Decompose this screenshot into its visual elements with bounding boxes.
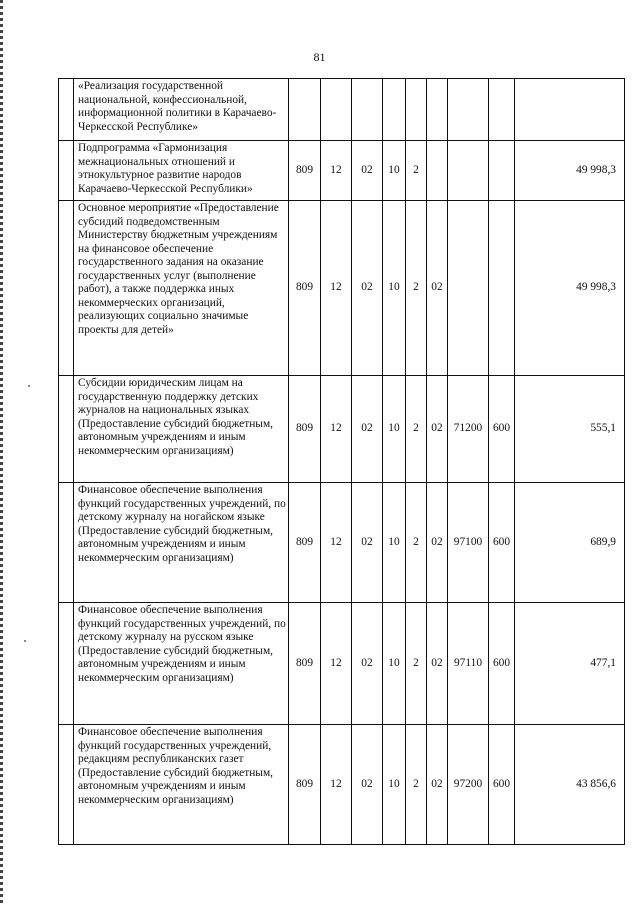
expense-type-cell: 600: [489, 603, 515, 725]
amount-cell: 477,1: [515, 603, 625, 725]
section-code-cell: 12: [321, 483, 352, 603]
subsection-code-cell: [352, 79, 383, 141]
amount-cell: 49 998,3: [515, 141, 625, 201]
table-row: [59, 201, 625, 376]
table-row: [59, 79, 625, 141]
table-row: [59, 141, 625, 201]
ved-code-cell: 809: [289, 603, 321, 725]
section-code-cell: 12: [321, 376, 352, 483]
row-name-cell: Финансовое обеспечение выполнения функций государственных учреждений, по детскому журналу на ногайском языке (Предоставление субсидий бюджетным, автономным учреждениям и иным некоммерческим организациям): [74, 483, 289, 603]
program-code-cell: [383, 79, 406, 141]
event-code-cell: [427, 141, 448, 201]
direction-code-cell: [448, 79, 489, 141]
amount-cell: 689,9: [515, 483, 625, 603]
row-name-cell: Основное мероприятие «Предоставление субсидий подведомственным Министерству бюджетным учреждениям на финансовое обеспечение государственного задания на оказание государственных услуг (выполнение работ), а также поддержка иных некоммерческих организаций, реализующих социально значимые проекты для детей»: [74, 201, 289, 376]
index-cell: [59, 376, 74, 483]
expense-type-cell: 600: [489, 725, 515, 845]
index-cell: [59, 141, 74, 201]
section-code-cell: 12: [321, 201, 352, 376]
ved-code-cell: 809: [289, 725, 321, 845]
row-name-cell: Субсидии юридическим лицам на государственную поддержку детских журналов на национальных языках (Предоставление субсидий бюджетным, автономным учреждениям и иным некоммерческим организациям): [74, 376, 289, 483]
expense-type-cell: 600: [489, 483, 515, 603]
row-name-cell: Финансовое обеспечение выполнения функций государственных учреждений, по детскому журналу на русском языке (Предоставление субсидий бюджетным, автономным учреждениям и иным некоммерческим организациям): [74, 603, 289, 725]
subprogram-code-cell: [406, 79, 427, 141]
ved-code-cell: 809: [289, 141, 321, 201]
ved-code-cell: 809: [289, 483, 321, 603]
event-code-cell: 02: [427, 201, 448, 376]
program-code-cell: 10: [383, 141, 406, 201]
table-row: [59, 603, 625, 725]
index-cell: [59, 603, 74, 725]
ved-code-cell: [289, 79, 321, 141]
index-cell: [59, 79, 74, 141]
table-row: [59, 483, 625, 603]
subsection-code-cell: 02: [352, 725, 383, 845]
budget-table: [58, 78, 625, 845]
expense-type-cell: 600: [489, 376, 515, 483]
index-cell: [59, 201, 74, 376]
subsection-code-cell: 02: [352, 201, 383, 376]
scan-left-edge: [0, 0, 3, 905]
expense-type-cell: [489, 141, 515, 201]
scan-speck: [24, 640, 26, 642]
row-name-cell: «Реализация государственной национальной, конфессиональной, информационной политики в Карачаево-Черкесской Республике»: [74, 79, 289, 141]
section-code-cell: 12: [321, 141, 352, 201]
event-code-cell: 02: [427, 725, 448, 845]
subprogram-code-cell: 2: [406, 201, 427, 376]
event-code-cell: 02: [427, 376, 448, 483]
program-code-cell: 10: [383, 376, 406, 483]
subsection-code-cell: 02: [352, 483, 383, 603]
section-code-cell: 12: [321, 725, 352, 845]
subprogram-code-cell: 2: [406, 483, 427, 603]
row-name-cell: Подпрограмма «Гармонизация межнациональных отношений и этнокультурное развитие народов Карачаево-Черкесской Республики»: [74, 141, 289, 201]
program-code-cell: 10: [383, 725, 406, 845]
subsection-code-cell: 02: [352, 603, 383, 725]
section-code-cell: 12: [321, 603, 352, 725]
direction-code-cell: 71200: [448, 376, 489, 483]
program-code-cell: 10: [383, 603, 406, 725]
row-name-cell: Финансовое обеспечение выполнения функций государственных учреждений, редакциям республиканских газет (Предоставление субсидий бюджетным, автономным учреждениям и иным некоммерческим организациям): [74, 725, 289, 845]
page-number: 81: [313, 50, 326, 64]
ved-code-cell: 809: [289, 376, 321, 483]
subsection-code-cell: 02: [352, 376, 383, 483]
expense-type-cell: [489, 79, 515, 141]
direction-code-cell: 97110: [448, 603, 489, 725]
scan-speck: [28, 385, 30, 387]
subprogram-code-cell: 2: [406, 725, 427, 845]
direction-code-cell: [448, 201, 489, 376]
expense-type-cell: [489, 201, 515, 376]
program-code-cell: 10: [383, 201, 406, 376]
subprogram-code-cell: 2: [406, 376, 427, 483]
ved-code-cell: 809: [289, 201, 321, 376]
direction-code-cell: [448, 141, 489, 201]
direction-code-cell: 97200: [448, 725, 489, 845]
direction-code-cell: 97100: [448, 483, 489, 603]
section-code-cell: [321, 79, 352, 141]
subprogram-code-cell: 2: [406, 141, 427, 201]
amount-cell: [515, 79, 625, 141]
amount-cell: 49 998,3: [515, 201, 625, 376]
table-row: [59, 725, 625, 845]
event-code-cell: 02: [427, 603, 448, 725]
event-code-cell: [427, 79, 448, 141]
event-code-cell: 02: [427, 483, 448, 603]
table-row: [59, 376, 625, 483]
index-cell: [59, 725, 74, 845]
subsection-code-cell: 02: [352, 141, 383, 201]
subprogram-code-cell: 2: [406, 603, 427, 725]
amount-cell: 43 856,6: [515, 725, 625, 845]
amount-cell: 555,1: [515, 376, 625, 483]
program-code-cell: 10: [383, 483, 406, 603]
index-cell: [59, 483, 74, 603]
